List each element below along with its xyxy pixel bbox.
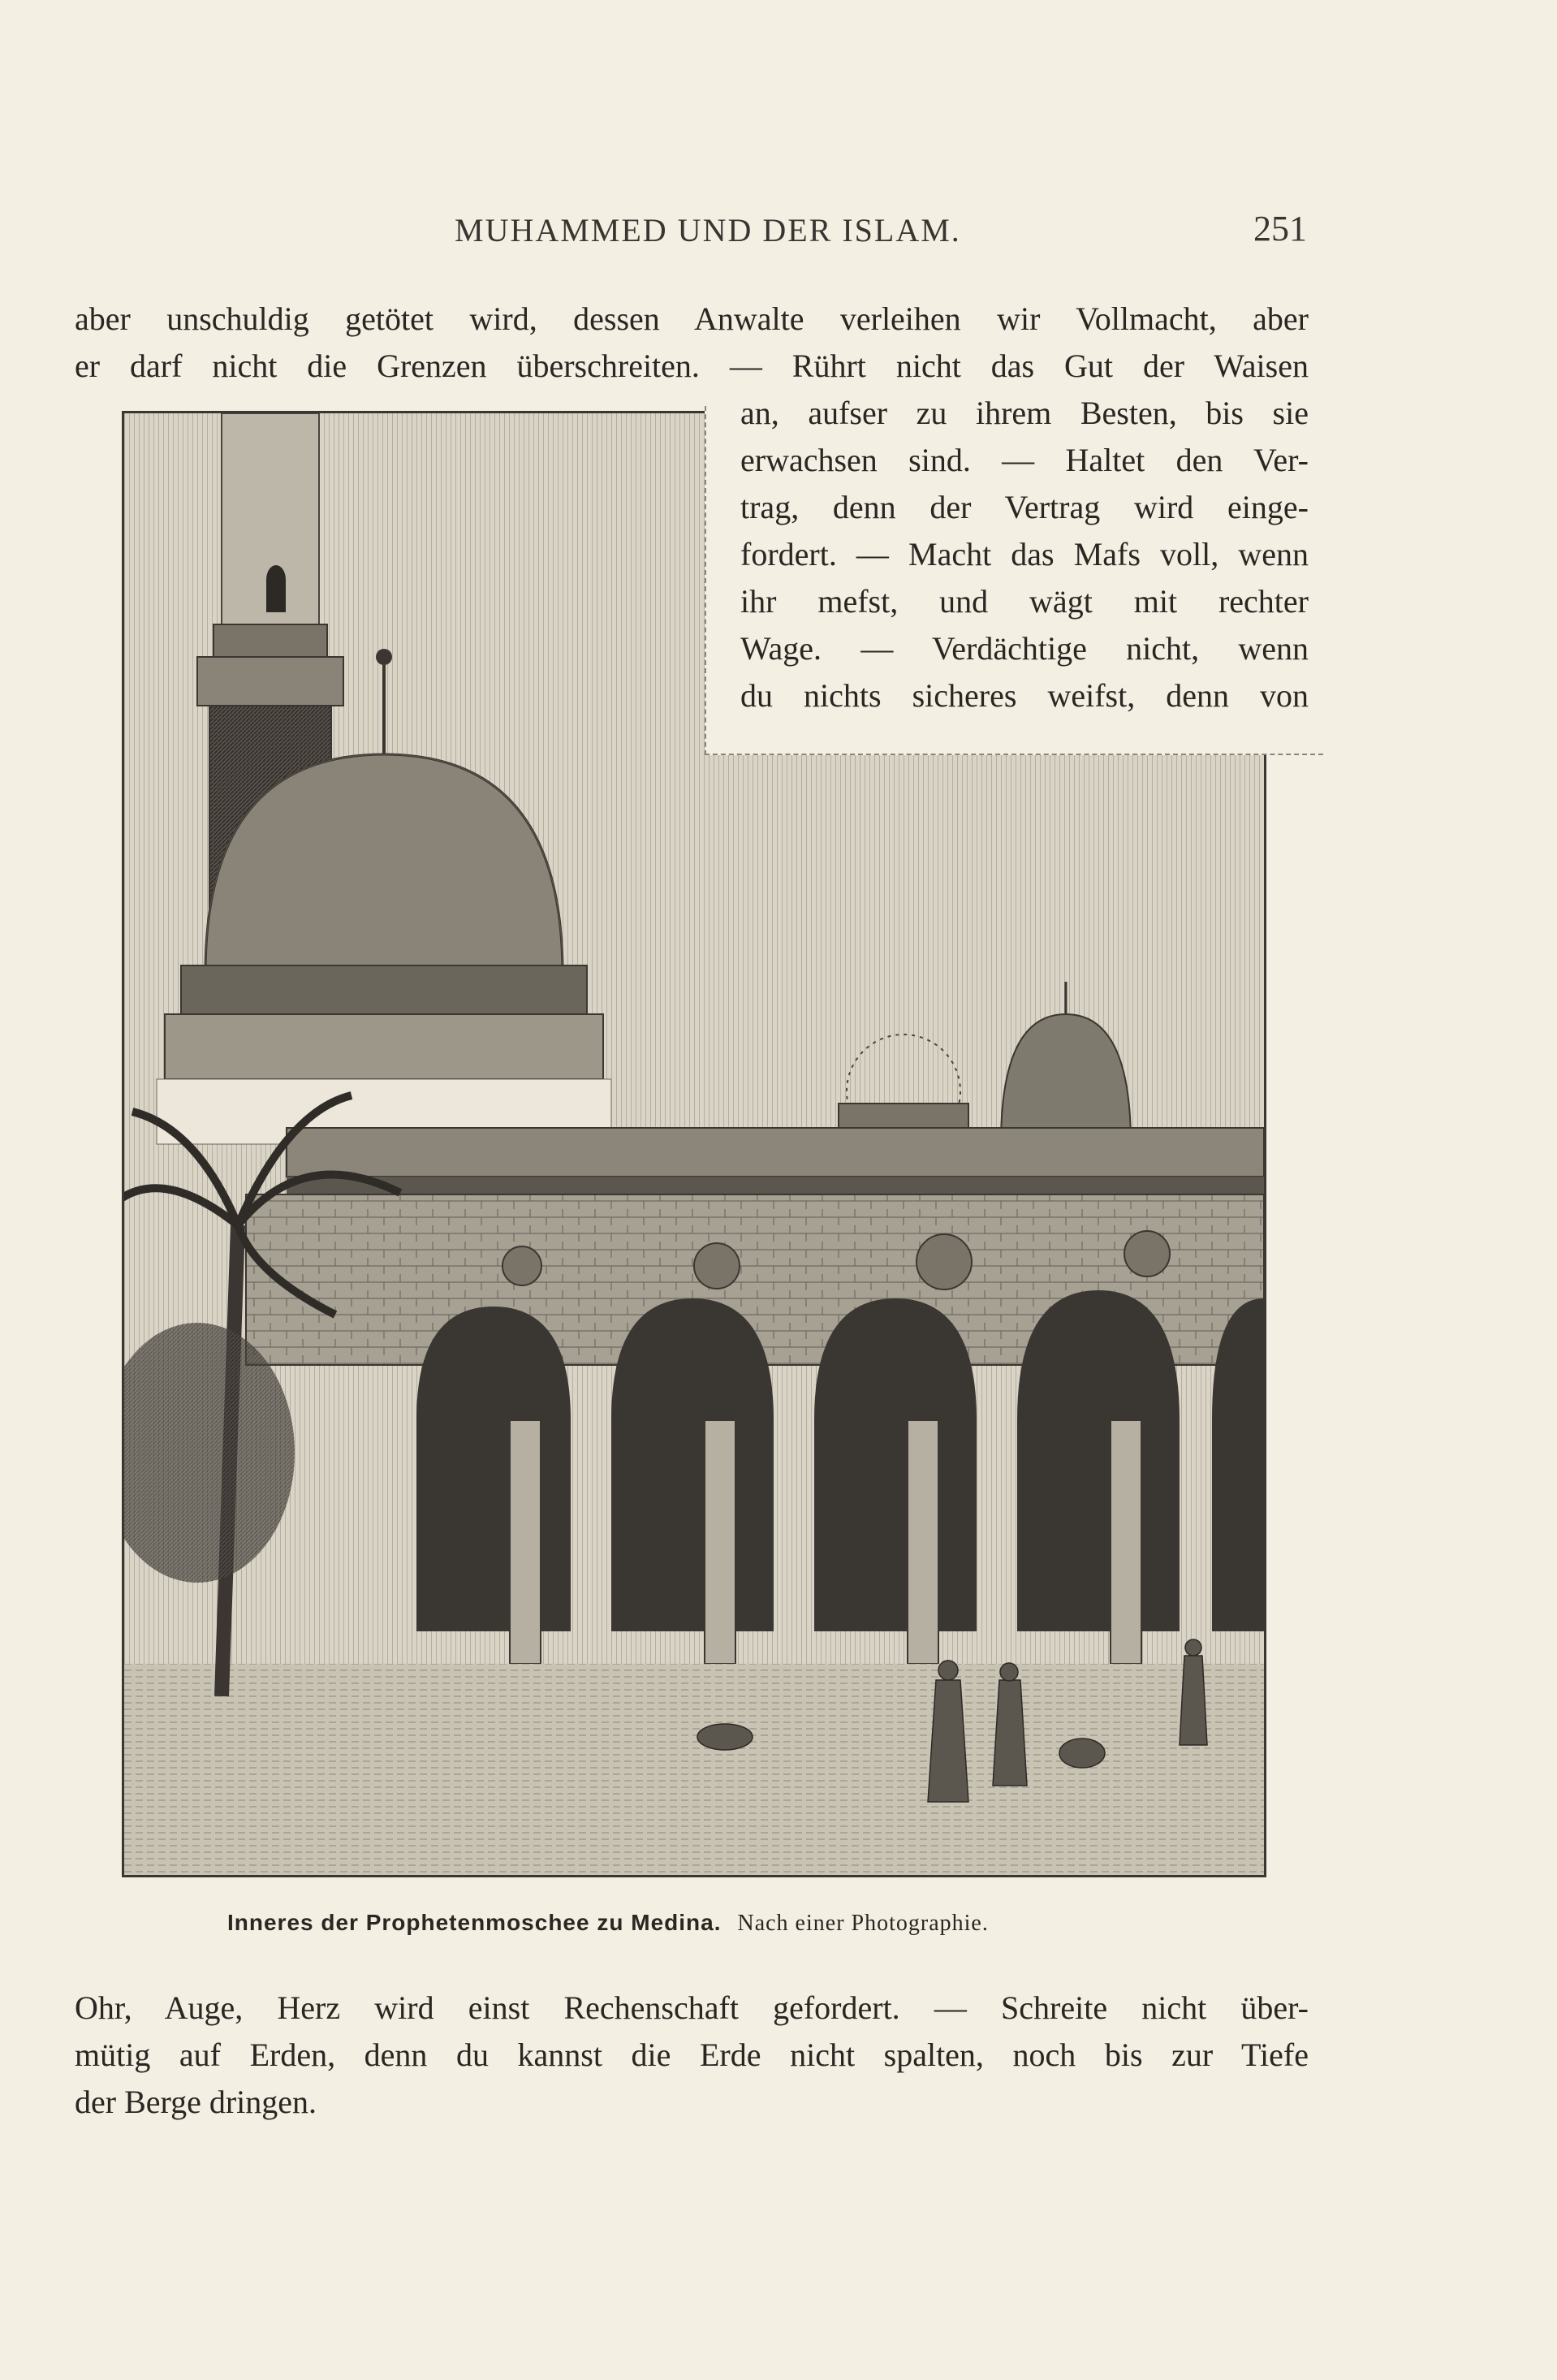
caption-note: Nach einer Photographie. <box>737 1911 989 1936</box>
running-head: MUHAMMED UND DER ISLAM. <box>455 212 961 248</box>
text-line: ihr mefst, und wägt mit rechter <box>740 583 1309 620</box>
text-line: Ohr, Auge, Herz wird einst Rechenschaft gefordert. — Schreite nicht über- <box>75 1989 1309 2026</box>
text-line: an, aufser zu ihrem Besten, bis sie <box>740 395 1309 431</box>
text-line: erwachsen sind. — Haltet den Ver- <box>740 442 1309 478</box>
text-line: er darf nicht die Grenzen überschreiten. — Rührt nicht das Gut der Waisen <box>75 348 1309 384</box>
text-line: der Berge dringen. <box>75 2084 317 2120</box>
text-line: du nichts sicheres weifst, denn von <box>740 677 1309 714</box>
figure-caption <box>227 1910 1283 1937</box>
text-line: mütig auf Erden, denn du kannst die Erde nicht spalten, noch bis zur Tiefe <box>75 2037 1309 2073</box>
page-number: 251 <box>1253 209 1307 248</box>
caption-title: Inneres der Prophetenmoschee zu Medina. <box>227 1910 722 1935</box>
text-line: fordert. — Macht das Mafs voll, wenn <box>740 536 1309 572</box>
text-line: Wage. — Verdächtige nicht, wenn <box>740 630 1309 667</box>
text-line: aber unschuldig getötet wird, dessen Anwalte verleihen wir Vollmacht, aber <box>75 300 1309 337</box>
text-line: trag, denn der Vertrag wird einge- <box>740 489 1309 525</box>
